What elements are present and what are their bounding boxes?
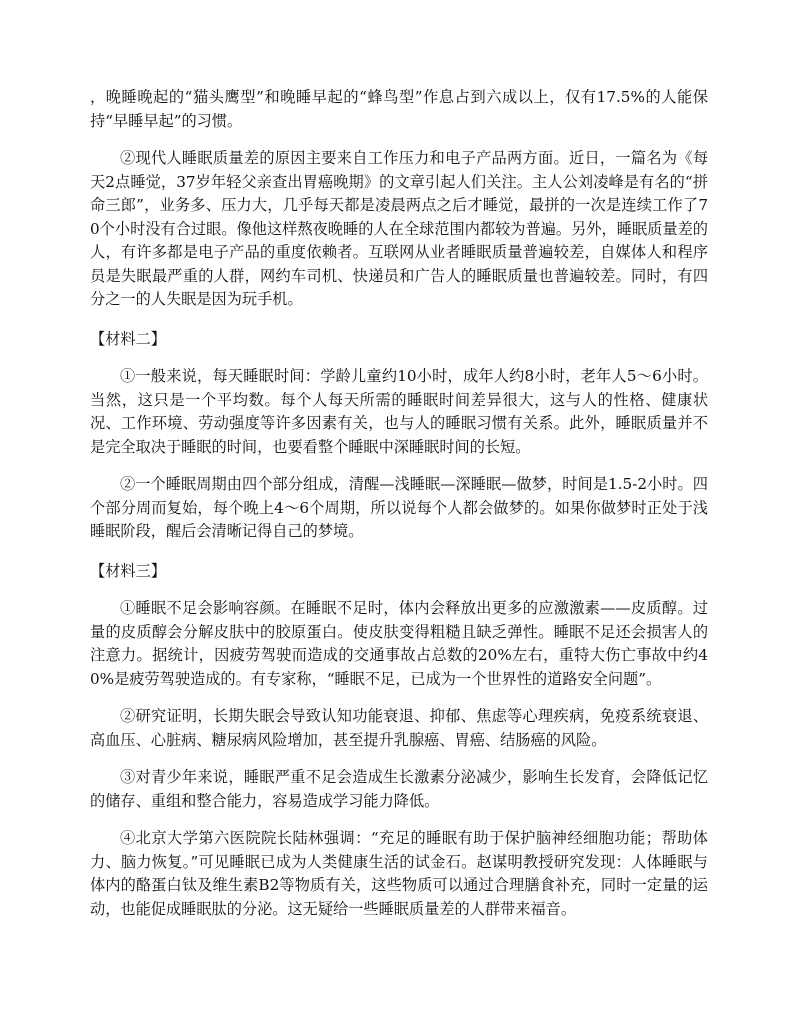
- paragraph-adolescent-sleep: ③对青少年来说，睡眠严重不足会造成生长激素分泌减少，影响生长发育，会降低记忆的储存、重组和整合能力，容易造成学习能力降低。: [90, 768, 708, 810]
- paragraph-sleep-quality-causes: ②现代人睡眠质量差的原因主要来自工作压力和电子产品两方面。近日，一篇名为《每天2点睡觉，37岁年轻父亲查出胃癌晚期》的文章引起人们关注。主人公刘凌峰是有名的“拼命三郎”，业务多、压力大，几乎每天都是凌晨两点之后才睡觉，最拼的一次是连续工作了70个小时没有合过眼。像他这样熬夜晚睡的人在全球范围内都较为普遍。另外，睡眠质量差的人，有许多都是电子产品的重度依赖者。互联网从业者睡眠质量普遍较差，自媒体人和程序员是失眠最严重的人群，网约车司机、快递员和广告人的睡眠质量也普遍较差。同时，有四分之一的人失眠是因为玩手机。: [90, 149, 708, 308]
- document-page: [90, 86, 708, 921]
- paragraph-expert-opinion: ④北京大学第六医院院长陆林强调：“充足的睡眠有助于保护脑神经细胞功能；帮助体力、脑力恢复。”可见睡眠已成为人类健康生活的试金石。赵谋明教授研究发现：人体睡眠与体内的酪蛋白钛及维生素B2等物质有关，这些物质可以通过合理膳食补充，同时一定量的运动，也能促成睡眠肽的分泌。这无疑给一些睡眠质量差的人群带来福音。: [90, 829, 708, 918]
- paragraph-insomnia-diseases: ②研究证明，长期失眠会导致认知功能衰退、抑郁、焦虑等心理疾病，免疫系统衰退、高血压、心脏病、糖尿病风险增加，甚至提升乳腺癌、胃癌、结肠癌的风险。: [90, 707, 708, 749]
- paragraph-sleep-deprivation-effects: ①睡眠不足会影响容颜。在睡眠不足时，体内会释放出更多的应激激素——皮质醇。过量的皮质醇会分解皮肤中的胶原蛋白。使皮肤变得粗糙且缺乏弹性。睡眠不足还会损害人的注意力。据统计，因疲劳驾驶而造成的交通事故占总数的20%左右，重特大伤亡事故中约40%是疲劳驾驶造成的。有专家称，“睡眠不足，已成为一个世界性的道路安全问题”。: [90, 599, 708, 688]
- paragraph-sleep-types-continued: ，晚睡晚起的“猫头鹰型”和晚睡早起的“蜂鸟型”作息占到六成以上，仅有17.5%的人能保持“早睡早起”的习惯。: [90, 88, 708, 130]
- paragraph-sleep-cycle: ②一个睡眠周期由四个部分组成，清醒—浅睡眠—深睡眠—做梦，时间是1.5-2小时。四个部分周而复始，每个晚上4～6个周期，所以说每个人都会做梦的。如果你做梦时正处于浅睡眠阶段，醒后会清晰记得自己的梦境。: [90, 475, 708, 540]
- paragraph-sleep-duration: ①一般来说，每天睡眠时间：学龄儿童约10小时，成年人约8小时，老年人5～6小时。当然，这只是一个平均数。每个人每天所需的睡眠时间差异很大，这与人的性格、健康状况、工作环境、劳动强度等许多因素有关，也与人的睡眠习惯有关系。此外，睡眠质量并不是完全取决于睡眠的时间，也要看整个睡眠中深睡眠时间的长短。: [90, 367, 708, 456]
- section-heading-material-3: 【材料三】: [90, 561, 166, 580]
- section-heading-material-2: 【材料二】: [90, 329, 166, 348]
